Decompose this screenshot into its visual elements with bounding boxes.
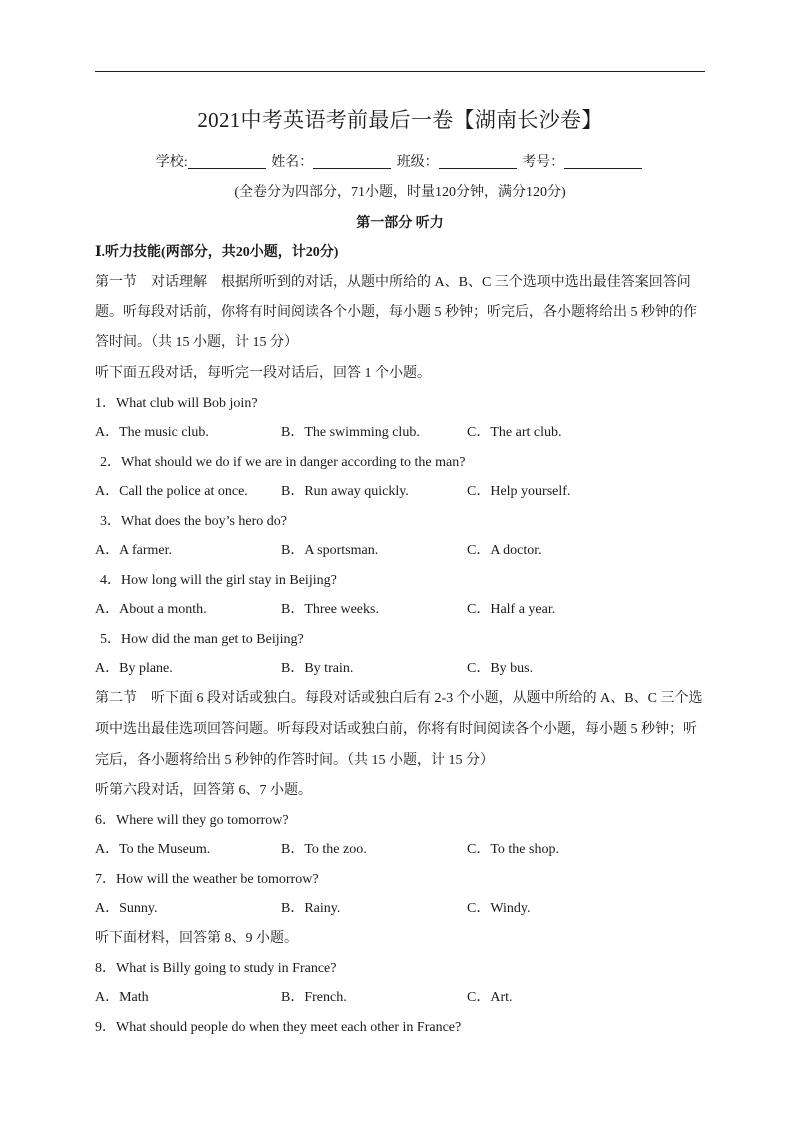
question-options: [95, 539, 707, 559]
option-b[interactable]: B．Rainy.: [281, 901, 341, 916]
option-b[interactable]: B．The swimming club.: [281, 425, 420, 440]
option-a[interactable]: A．Math: [95, 990, 149, 1005]
option-c[interactable]: C．By bus.: [467, 661, 534, 676]
question-text: 6．Where will they go tomorrow?: [95, 813, 289, 828]
option-c[interactable]: C．A doctor.: [467, 543, 542, 558]
option-a[interactable]: A．To the Museum.: [95, 842, 211, 857]
field-class-blank[interactable]: [439, 154, 517, 169]
question-options: [95, 480, 707, 500]
question-options: [95, 598, 707, 618]
question-options: [95, 657, 707, 677]
field-name-blank[interactable]: [313, 154, 391, 169]
question-text: 7．How will the weather be tomorrow?: [95, 872, 319, 887]
section1-instruction-line: 答时间。（共 15 小题，计 15 分）: [95, 335, 298, 350]
option-c[interactable]: C．Windy.: [467, 901, 531, 916]
field-number-blank[interactable]: [564, 154, 642, 169]
question-options: [95, 421, 707, 441]
section1-subinstruction: 听下面五段对话，每听完一段对话后，回答 1 个小题。: [95, 366, 431, 381]
field-number-label: 考号：: [522, 155, 565, 170]
field-name-label: 姓名：: [271, 155, 314, 170]
question-text: 8．What is Billy going to study in France?: [95, 961, 337, 976]
question-text: 3．What does the boy’s hero do?: [100, 514, 288, 529]
section2-instruction-line: 完后，各小题将给出 5 秒钟的作答时间。（共 15 小题，计 15 分）: [95, 753, 494, 768]
option-b[interactable]: B．By train.: [281, 661, 354, 676]
option-a[interactable]: A．By plane.: [95, 661, 173, 676]
option-a[interactable]: A．The music club.: [95, 425, 209, 440]
question-text: 2．What should we do if we are in danger according to the man?: [100, 455, 466, 470]
option-b[interactable]: B．To the zoo.: [281, 842, 367, 857]
question-text: 5．How did the man get to Beijing?: [100, 632, 304, 647]
section2-subinstruction: 听下面材料，回答第 8、9 小题。: [95, 931, 298, 946]
question-text: 9．What should people do when they meet each other in France?: [95, 1020, 462, 1035]
question-text: 4．How long will the girl stay in Beijing?: [100, 573, 337, 588]
header-rule: [95, 71, 705, 72]
option-a[interactable]: A．Call the police at once.: [95, 484, 248, 499]
question-text: 1．What club will Bob join?: [95, 396, 258, 411]
option-b[interactable]: B．A sportsman.: [281, 543, 379, 558]
option-b[interactable]: B．Run away quickly.: [281, 484, 409, 499]
field-class-label: 班级：: [396, 155, 439, 170]
field-school-label: 学校:: [155, 155, 188, 170]
option-b[interactable]: B．French.: [281, 990, 347, 1005]
section2-subinstruction: 听第六段对话，回答第 6、7 小题。: [95, 783, 312, 798]
section1-instruction-line: 题。听每段对话前，你将有时间阅读各个小题，每小题 5 秒钟；听完后，各小题将给出 5 秒钟的作: [95, 305, 697, 320]
section-heading: Ⅰ.听力技能(两部分，共20小题，计20分): [95, 245, 339, 260]
option-c[interactable]: C．Help yourself.: [467, 484, 571, 499]
option-a[interactable]: A．Sunny.: [95, 901, 158, 916]
option-b[interactable]: B．Three weeks.: [281, 602, 379, 617]
question-options: [95, 986, 707, 1006]
option-a[interactable]: A．About a month.: [95, 602, 207, 617]
exam-title: 2021中考英语考前最后一卷【湖南长沙卷】: [197, 108, 603, 132]
student-info-line: [0, 151, 800, 171]
section1-instruction-line: 第一节 对话理解 根据所听到的对话，从题中所给的 A、B、C 三个选项中选出最佳答案回答问: [95, 275, 691, 290]
question-options: [95, 897, 707, 917]
section2-instruction-line: 第二节 听下面 6 段对话或独白。每段对话或独白后有 2-3 个小题，从题中所给的 A、B、C 三个选: [95, 691, 703, 706]
option-a[interactable]: A．A farmer.: [95, 543, 172, 558]
field-school-blank[interactable]: [188, 154, 266, 169]
exam-note: (全卷分为四部分，71小题，时量120分钟，满分120分): [234, 185, 566, 200]
option-c[interactable]: C．Art.: [467, 990, 513, 1005]
option-c[interactable]: C．Half a year.: [467, 602, 556, 617]
part-title: 第一部分 听力: [356, 216, 444, 231]
section2-instruction-line: 项中选出最佳选项回答问题。听每段对话或独白前，你将有时间阅读各个小题，每小题 5 秒钟；听: [95, 722, 697, 737]
question-options: [95, 838, 707, 858]
option-c[interactable]: C．To the shop.: [467, 842, 559, 857]
option-c[interactable]: C．The art club.: [467, 425, 562, 440]
